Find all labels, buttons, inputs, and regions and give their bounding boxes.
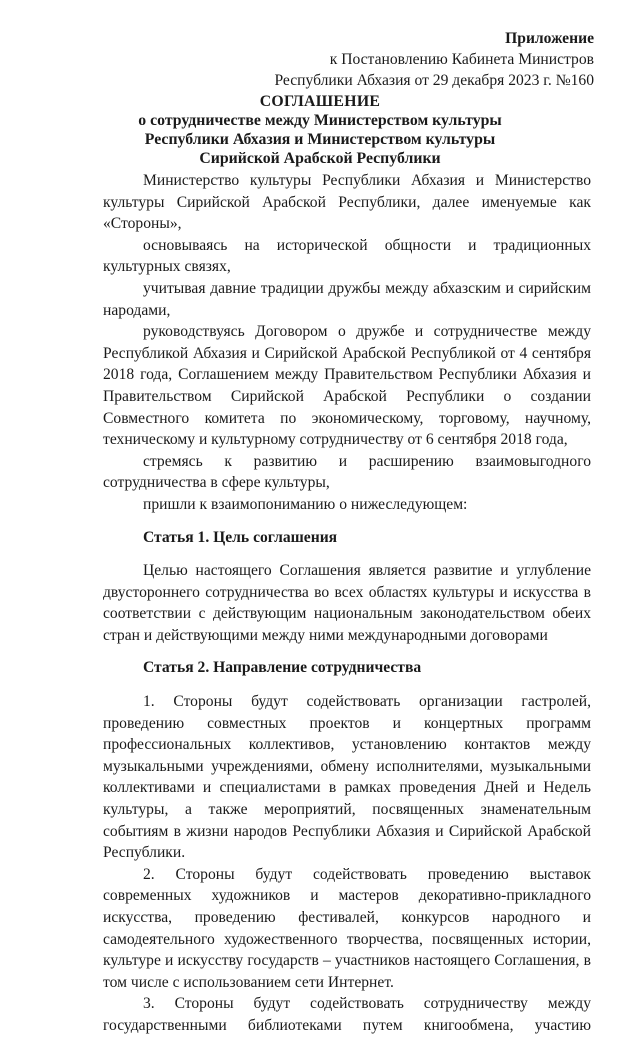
preamble-paragraph: пришли к взаимопониманию о нижеследующем: (143, 495, 468, 513)
article-1-heading: Статья 1. Цель соглашения (143, 528, 338, 546)
appendix-title: Приложение (505, 30, 594, 47)
document-body (103, 170, 591, 1037)
preamble-paragraph: руководствуясь Договором о дружбе и сотрудничестве между Республикой Абхазия и Сирийской Арабской Республикой от 4 сентября 2018 года, Соглашением между Правительством Республики Абхазия и Правительством Сирийской Арабской Республики о создании Совместного комитета по экономическому, торговому, научному, техническому и культурному сотрудничеству от 6 сентября 2018 года, (103, 323, 591, 449)
article-2-item-1: 1. Стороны будут содействовать организации гастролей, проведению совместных проектов и концертных программ профессиональных коллективов, установлению контактов между музыкальными учреждениями, обмену исполнителями, музыкальными коллективами и специалистами в рамках проведения Дней и Недель культуры, а также мероприятий, посвященных знаменательным событиям в жизни народов Республики Абхазия и Сирийской Арабской Республики. (103, 693, 591, 862)
appendix-line-1: к Постановлению Кабинета Министров (329, 51, 594, 68)
agreement-title-line-3: Сирийской Арабской Республики (199, 150, 441, 167)
article-2-item-3: 3. Стороны будут содействовать сотрудничеству между государственными библиотеками путем книгообмена, участию (103, 995, 591, 1034)
preamble-paragraph: стремясь к развитию и расширению взаимовыгодного сотрудничества в сфере культуры, (103, 452, 591, 492)
preamble-paragraph: учитывая давние традиции дружбы между абхазским и сирийским народами, (103, 279, 591, 319)
appendix-line-2: Республики Абхазия от 29 декабря 2023 г. №160 (274, 72, 594, 89)
agreement-title (100, 92, 540, 168)
article-2-heading: Статья 2. Направление сотрудничества (143, 659, 422, 677)
article-1-text: Целью настоящего Соглашения является развитие и углубление двустороннего сотрудничества во всех областях культуры и искусства в соответствии с действующим национальным законодательством обеих стран и действующими между ними международными договорами (103, 562, 591, 644)
appendix-header (274, 28, 594, 91)
agreement-title-main: СОГЛАШЕНИЕ (259, 93, 381, 110)
preamble-paragraph: Министерство культуры Республики Абхазия и Министерство культуры Сирийской Арабской Республики, далее именуемые как «Стороны», (103, 172, 591, 233)
agreement-title-line-2: Республики Абхазия и Министерством культуры (144, 131, 496, 148)
article-2-item-2: 2. Стороны будут содействовать проведению выставок современных художников и мастеров декоративно-прикладного искусства, проведению фестивалей, конкурсов народного и самодеятельного художественного творчества, посвященных истории, культуре и искусству государств – участников настоящего Соглашения, в том числе с использованием сети Интернет. (103, 865, 591, 991)
preamble-paragraph: основываясь на исторической общности и традиционных культурных связях, (103, 236, 591, 276)
agreement-title-line-1: о сотрудничестве между Министерством культуры (138, 112, 502, 129)
